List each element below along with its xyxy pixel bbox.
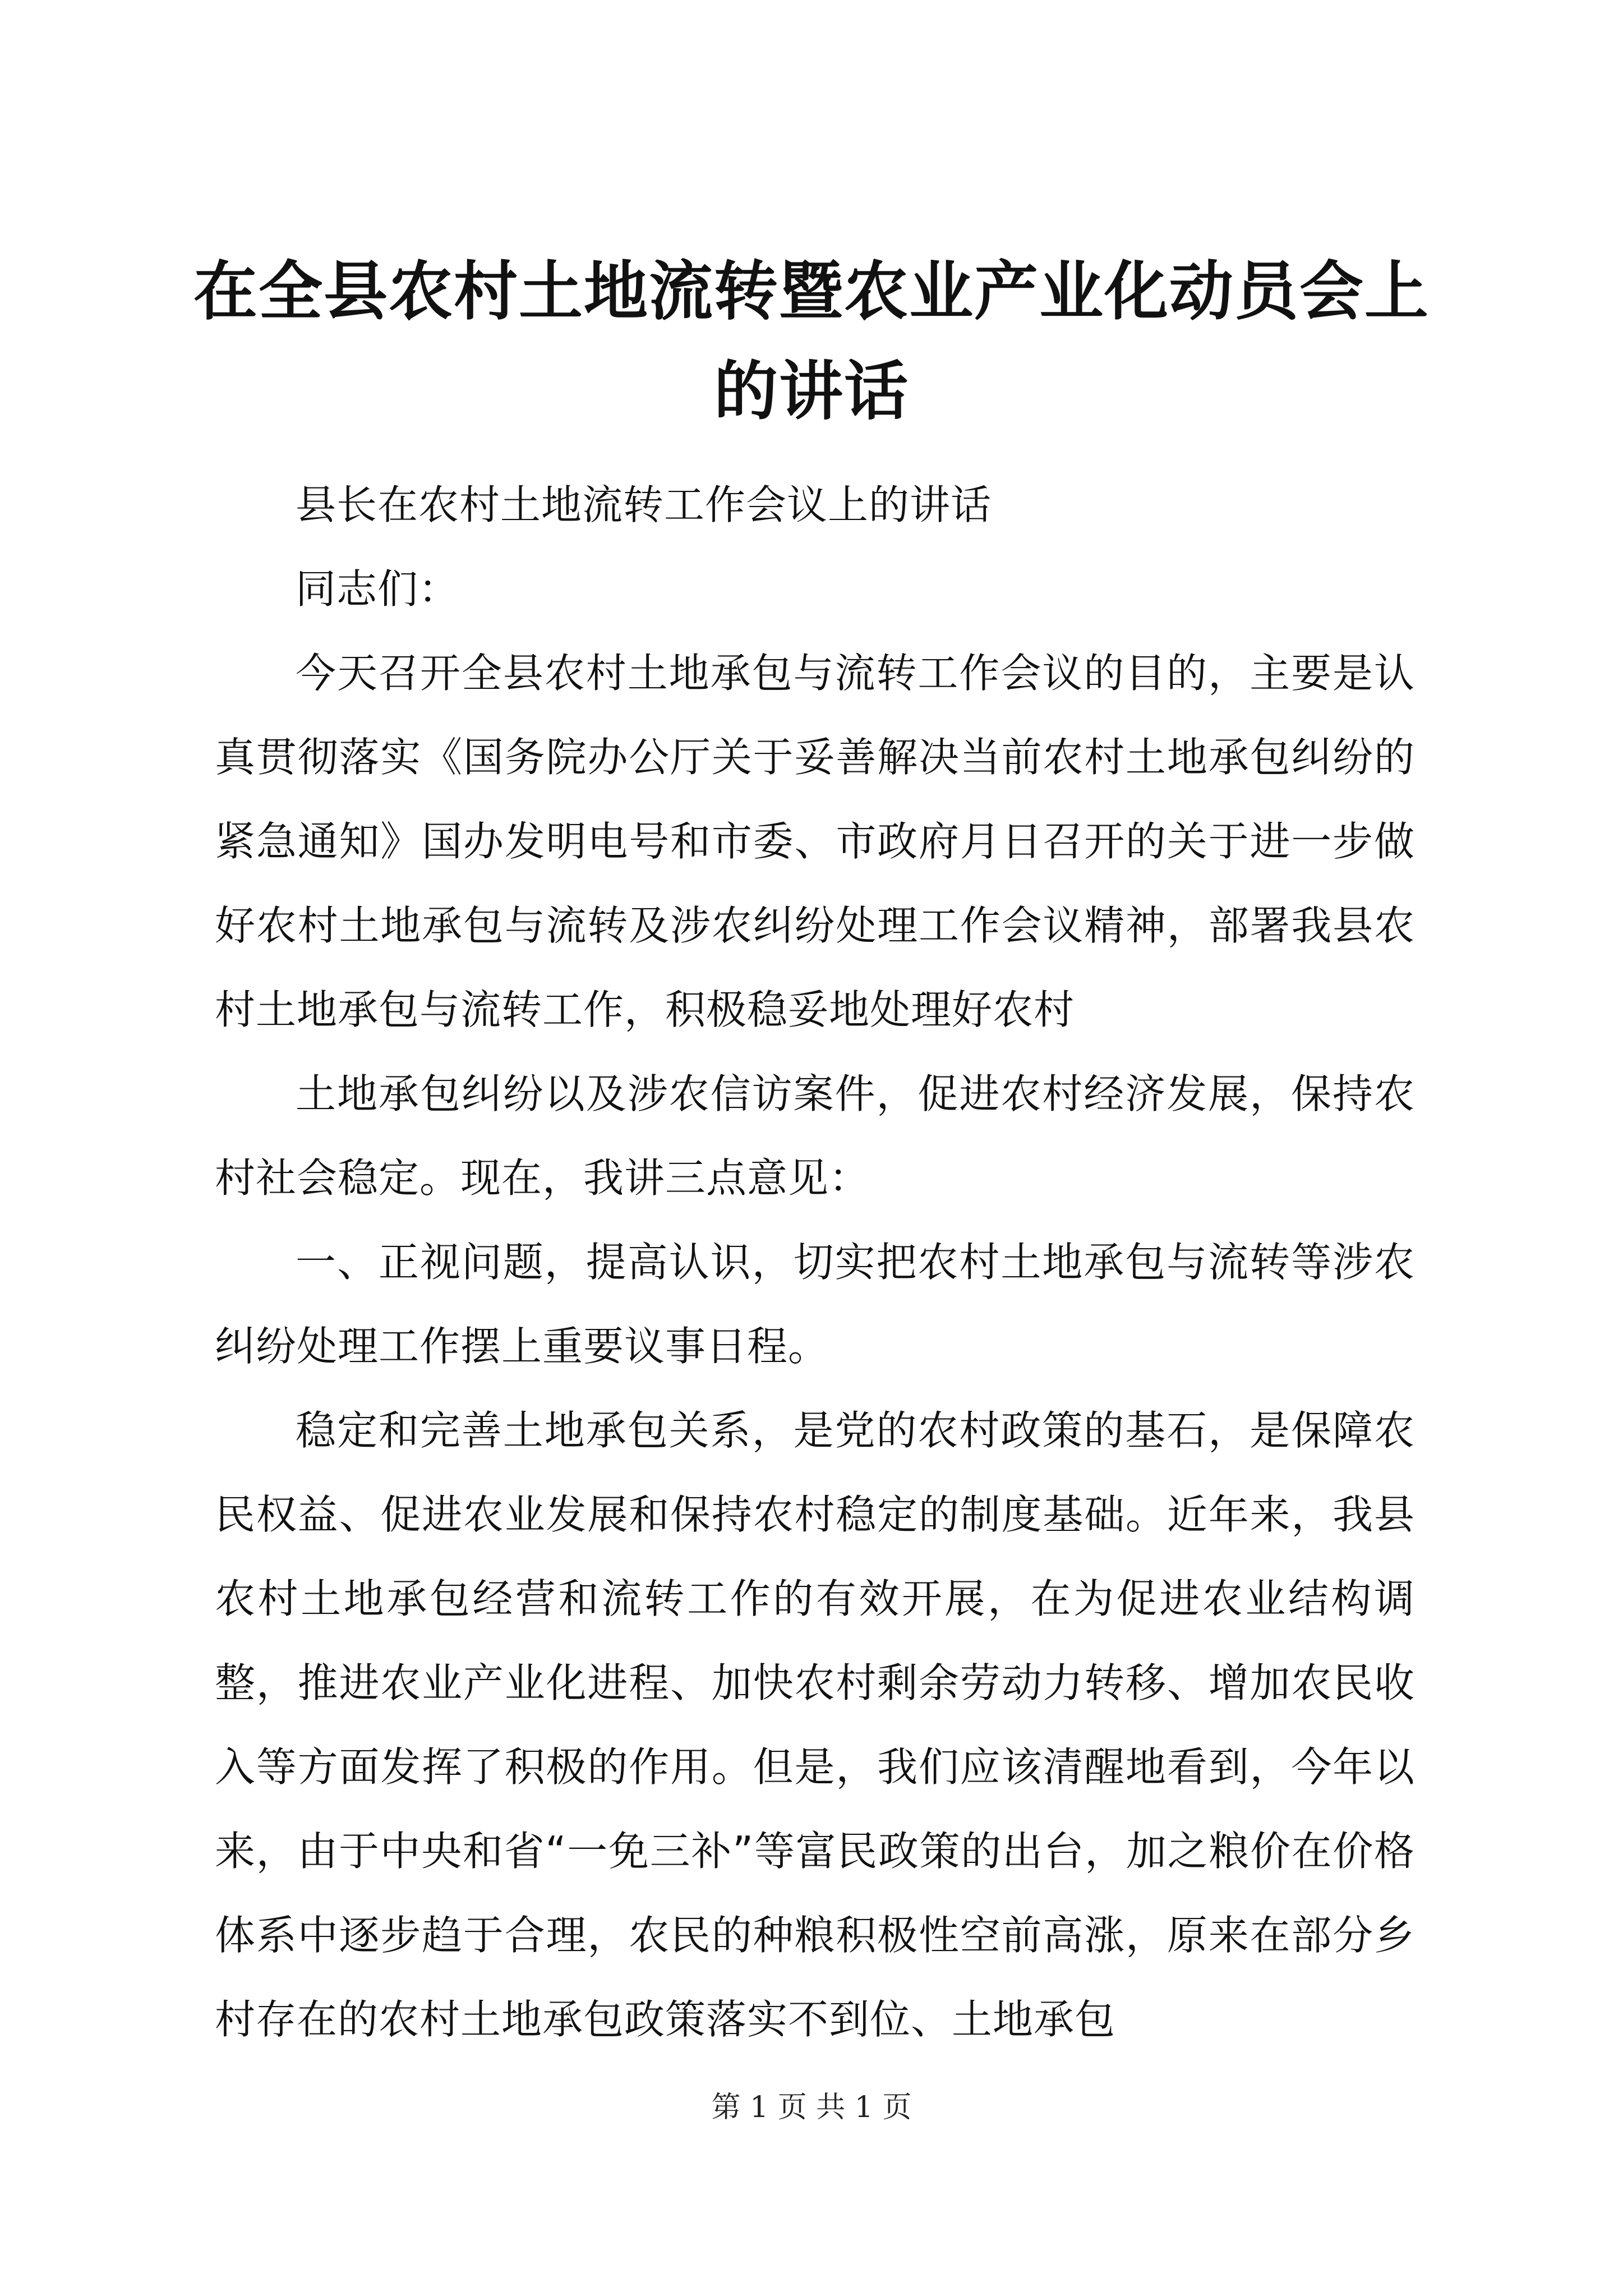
paragraph-subtitle: 县长在农村土地流转工作会议上的讲话 [296, 481, 992, 528]
paragraph: 今天召开全县农村土地承包与流转工作会议的目的，主要是认真贯彻落实《国务院办公厅关于妥善解决当前农村土地承包纠纷的紧急通知》国办发明电号和市委、市政府月日召开的关于进一步做好农村土地承包与流转及涉农纠纷处理工作会议精神，部署我县农村土地承包与流转工作，积极稳妥地处理好农村 [215, 650, 1415, 1033]
paragraph: 土地承包纠纷以及涉农信访案件，促进农村经济发展，保持农村社会稳定。现在，我讲三点意见： [215, 1070, 1415, 1202]
paragraph-salutation: 同志们： [296, 565, 460, 613]
paragraph-section-heading: 一、正视问题，提高认识，切实把农村土地承包与流转等涉农纠纷处理工作摆上重要议事日程。 [215, 1239, 1415, 1370]
paragraph: 稳定和完善土地承包关系，是党的农村政策的基石，是保障农民权益、促进农业发展和保持农村稳定的制度基础。近年来，我县农村土地承包经营和流转工作的有效开展，在为促进农业结构调整，推进农业产业化进程、加快农村剩余劳动力转移、增加农民收入等方面发挥了积极的作用。但是，我们应该清醒地看到，今年以来，由于中央和省“一免三补”等富民政策的出台，加之粮价在价格体系中逐步趋于合理，农民的种粮积极性空前高涨，原来在部分乡村存在的农村土地承包政策落实不到位、土地承包 [215, 1407, 1415, 2043]
document-title: 在全县农村土地流转暨农业产业化动员会上的讲话 [193, 254, 1430, 429]
document-body [215, 463, 1415, 2062]
page-footer: 第 1 页 共 1 页 [711, 2091, 912, 2124]
